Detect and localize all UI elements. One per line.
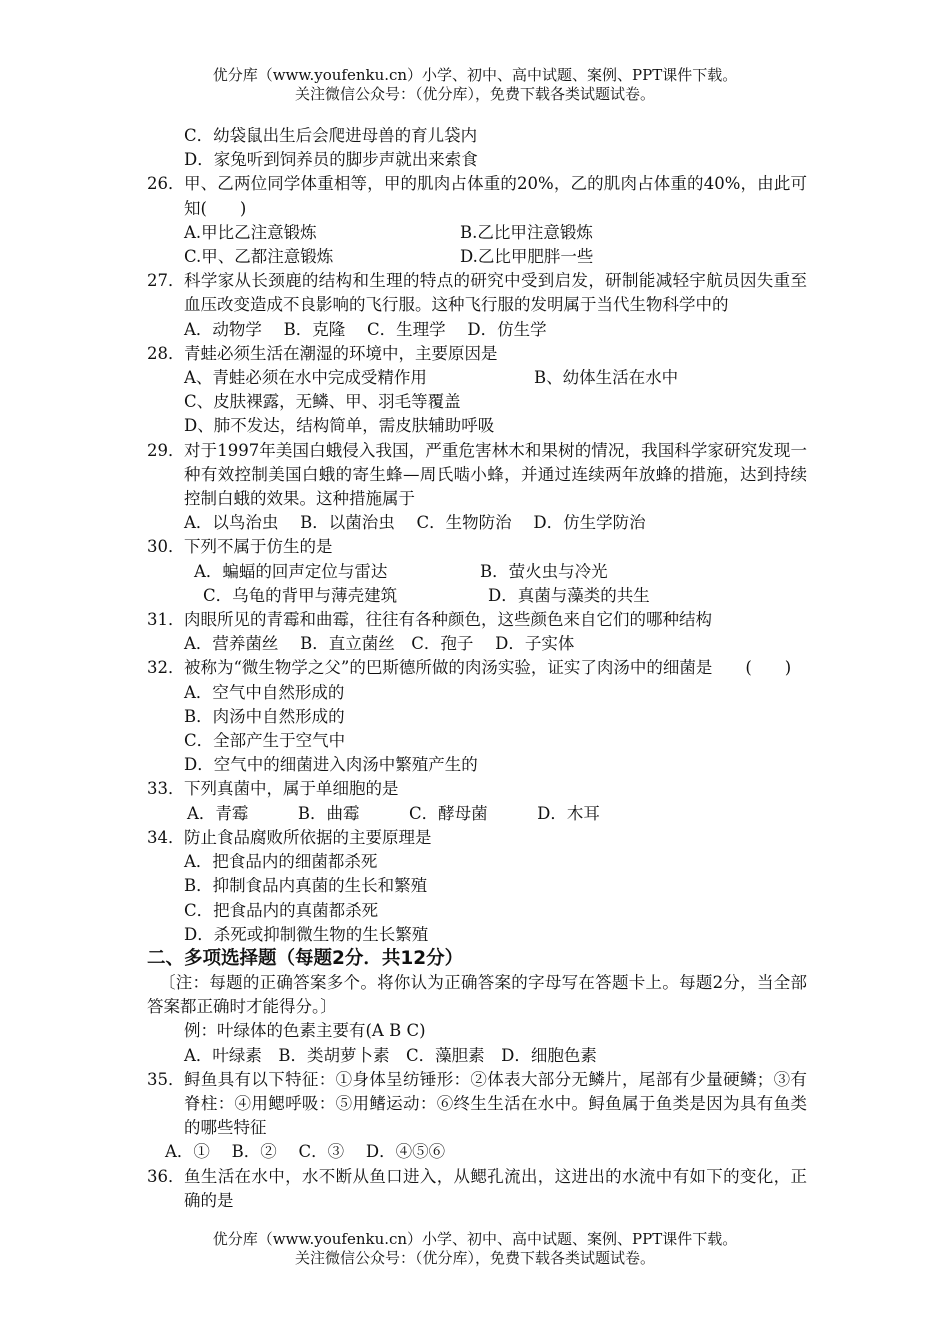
q30-option-b: B．萤火虫与冷光 xyxy=(480,561,608,581)
q31-options: A．营养菌丝 B．直立菌丝 C．孢子 D．子实体 xyxy=(184,634,575,654)
question-32 xyxy=(147,656,807,680)
question-number: 32． xyxy=(147,658,185,678)
q30-option-a: A．蝙蝠的回声定位与雷达 xyxy=(194,561,388,581)
q32-option-a: A．空气中自然形成的 xyxy=(184,682,345,702)
q28-option-b: B、幼体生活在水中 xyxy=(534,368,679,388)
q35-options: A．① B．② C．③ D．④⑤⑥ xyxy=(165,1142,446,1162)
question-stem: 下列不属于仿生的是 xyxy=(184,537,333,557)
q34-option-a: A．把食品内的细菌都杀死 xyxy=(184,852,378,872)
q28-option-d: D、肺不发达，结构简单，需皮肤辅助呼吸 xyxy=(184,416,495,436)
question-29 xyxy=(147,439,807,512)
q28-option-c: C、皮肤裸露，无鳞、甲、羽毛等覆盖 xyxy=(184,392,461,412)
question-number: 36． xyxy=(147,1166,185,1186)
question-33 xyxy=(147,777,807,801)
q26-options-row-2 xyxy=(147,245,807,269)
q28-option-a: A、青蛙必须在水中完成受精作用 xyxy=(184,368,427,388)
question-27 xyxy=(147,269,807,317)
q34-option-c: C．把食品内的真菌都杀死 xyxy=(184,900,379,920)
question-number: 31． xyxy=(147,610,185,630)
question-number: 28． xyxy=(147,343,185,363)
q26-option-d: D.乙比甲肥胖一些 xyxy=(460,247,594,267)
q29-options: A．以鸟治虫 B．以菌治虫 C．生物防治 D．仿生学防治 xyxy=(184,513,646,533)
question-number: 26． xyxy=(147,174,185,194)
q30-option-d: D．真菌与藻类的共生 xyxy=(488,585,650,605)
question-35 xyxy=(147,1068,807,1141)
q28-options-row-1 xyxy=(147,366,807,390)
question-number: 27． xyxy=(147,271,185,291)
footer-line-1: 优分库（www.youfenku.cn）小学、初中、高中试题、案例、PPT课件下载。 xyxy=(212,1230,738,1248)
question-36 xyxy=(147,1165,807,1213)
section-2-note: 〔注：每题的正确答案多个。将你认为正确答案的字母写在答题卡上。每题2分，当全部答案都正确时才能得分。〕 xyxy=(147,972,807,1017)
q26-option-b: B.乙比甲注意锻炼 xyxy=(460,222,593,242)
question-28 xyxy=(147,342,807,366)
q26-option-a: A.甲比乙注意锻炼 xyxy=(184,222,317,242)
question-34 xyxy=(147,826,807,850)
q26-options-row-1 xyxy=(147,221,807,245)
question-30 xyxy=(147,535,807,559)
question-number: 33． xyxy=(147,779,185,799)
header-line-1: 优分库（www.youfenku.cn）小学、初中、高中试题、案例、PPT课件下载。 xyxy=(212,66,738,84)
exam-body xyxy=(147,124,807,1213)
section-2-title: 二、多项选择题（每题2分．共12分） xyxy=(147,947,464,969)
question-stem: 下列真菌中，属于单细胞的是 xyxy=(184,779,399,799)
q30-options-row-1 xyxy=(147,560,807,584)
question-stem: 鱼生活在水中，水不断从鱼口进入，从鳃孔流出，这进出的水流中有如下的变化，正确的是 xyxy=(184,1166,807,1210)
q25-option-c: C．幼袋鼠出生后会爬进母兽的育儿袋内 xyxy=(184,126,478,145)
question-stem: 防止食品腐败所依据的主要原理是 xyxy=(184,827,432,847)
question-number: 29． xyxy=(147,440,185,460)
page-header xyxy=(0,66,950,104)
q32-option-b: B．肉汤中自然形成的 xyxy=(184,706,345,726)
q32-option-c: C．全部产生于空气中 xyxy=(184,731,346,751)
question-stem: 肉眼所见的青霉和曲霉，往往有各种颜色，这些颜色来自它们的哪种结构 xyxy=(184,610,712,630)
question-number: 34． xyxy=(147,827,185,847)
question-stem: 被称为“微生物学之父”的巴斯德所做的肉汤实验，证实了肉汤中的细菌是 ( ) xyxy=(184,658,792,678)
q26-option-c: C.甲、乙都注意锻炼 xyxy=(184,247,334,267)
question-number: 30． xyxy=(147,537,185,557)
header-line-2: 关注微信公众号：（优分库），免费下载各类试题试卷。 xyxy=(294,85,655,103)
page-footer xyxy=(0,1230,950,1268)
q30-option-c: C．乌龟的背甲与薄壳建筑 xyxy=(203,585,398,605)
question-stem: 科学家从长颈鹿的结构和生理的特点的研究中受到启发，研制能减轻宇航员因失重至血压改变造成不良影响的飞行服。这种飞行服的发明属于当代生物科学中的 xyxy=(184,271,807,315)
question-stem: 甲、乙两位同学体重相等，甲的肌肉占体重的20%，乙的肌肉占体重的40%，由此可知( ) xyxy=(184,174,807,218)
section-2-example-options: A．叶绿素 B．类胡萝卜素 C．藻胆素 D．细胞色素 xyxy=(184,1045,597,1065)
q34-option-d: D．杀死或抑制微生物的生长繁殖 xyxy=(184,924,429,944)
question-stem: 对于1997年美国白蛾侵入我国，严重危害林木和果树的情况，我国科学家研究发现一种有效控制美国白蛾的寄生蜂—周氏啮小蜂，并通过连续两年放蜂的措施，达到持续控制白蛾的效果。这种措施属于 xyxy=(184,440,807,509)
q33-options: A．青霉 B．曲霉 C．酵母菌 D．木耳 xyxy=(187,803,600,823)
question-number: 35． xyxy=(147,1069,185,1089)
question-stem: 鲟鱼具有以下特征：①身体呈纺锤形：②体表大部分无鳞片，尾部有少量硬鳞；③有脊柱：④用鳃呼吸：⑤用鳍运动：⑥终生生活在水中。鲟鱼属于鱼类是因为具有鱼类的哪些特征 xyxy=(184,1069,807,1138)
q30-options-row-2 xyxy=(147,584,807,608)
question-stem: 青蛙必须生活在潮湿的环境中，主要原因是 xyxy=(184,343,498,363)
q32-option-d: D．空气中的细菌进入肉汤中繁殖产生的 xyxy=(184,755,478,775)
question-31 xyxy=(147,608,807,632)
question-26 xyxy=(147,172,807,220)
section-2-example: 例：叶绿体的色素主要有(A B C) xyxy=(184,1021,426,1041)
q25-option-d: D．家兔听到饲养员的脚步声就出来索食 xyxy=(184,150,478,170)
q34-option-b: B．抑制食品内真菌的生长和繁殖 xyxy=(184,876,428,896)
q27-options: A．动物学 B．克隆 C．生理学 D．仿生学 xyxy=(184,319,547,339)
footer-line-2: 关注微信公众号：（优分库），免费下载各类试题试卷。 xyxy=(294,1249,655,1267)
